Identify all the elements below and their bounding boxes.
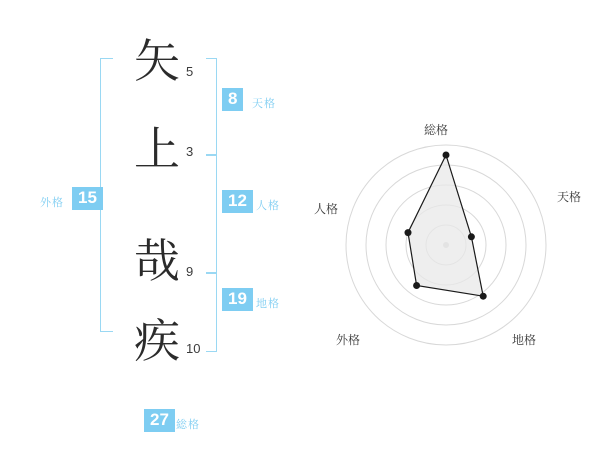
bracket-chikaku — [206, 272, 217, 352]
stroke-count-1: 5 — [186, 64, 194, 79]
name-character-4: 疾 — [134, 314, 180, 368]
score-label-chikaku: 地格 — [256, 298, 280, 310]
radar-axis-label-2: 天格 — [557, 190, 582, 204]
radar-chart — [300, 0, 600, 470]
radar-axis-label-3: 地格 — [512, 333, 537, 347]
score-value-tenkaku: 8 — [222, 88, 243, 111]
bracket-tenkaku — [206, 58, 217, 156]
score-value-gaikaku: 15 — [72, 187, 103, 210]
stroke-count-4: 10 — [186, 341, 201, 356]
radar-data-point — [480, 293, 487, 300]
bracket-jinkaku — [206, 154, 217, 274]
name-character-3: 哉 — [134, 234, 180, 288]
stroke-count-2: 3 — [186, 144, 194, 159]
score-label-tenkaku: 天格 — [252, 98, 276, 110]
score-value-soukaku: 27 — [144, 409, 175, 432]
name-character-1: 矢 — [134, 34, 180, 88]
radar-axis-label-4: 外格 — [336, 333, 361, 347]
name-panel — [0, 0, 300, 470]
radar-axis-label-1: 総格 — [424, 123, 449, 137]
name-character-2: 上 — [134, 122, 180, 176]
radar-data-point — [413, 282, 420, 289]
radar-axis-label-5: 人格 — [314, 202, 339, 216]
stroke-count-3: 9 — [186, 264, 194, 279]
score-label-gaikaku: 外格 — [40, 197, 64, 209]
radar-data-point — [405, 229, 412, 236]
score-label-jinkaku: 人格 — [256, 200, 280, 212]
score-label-soukaku: 総格 — [176, 419, 200, 431]
score-value-chikaku: 19 — [222, 288, 253, 311]
radar-series-polygon — [408, 155, 483, 296]
radar-chart-svg — [300, 0, 600, 470]
radar-data-point — [443, 152, 450, 159]
radar-data-point — [468, 233, 475, 240]
score-value-jinkaku: 12 — [222, 190, 253, 213]
